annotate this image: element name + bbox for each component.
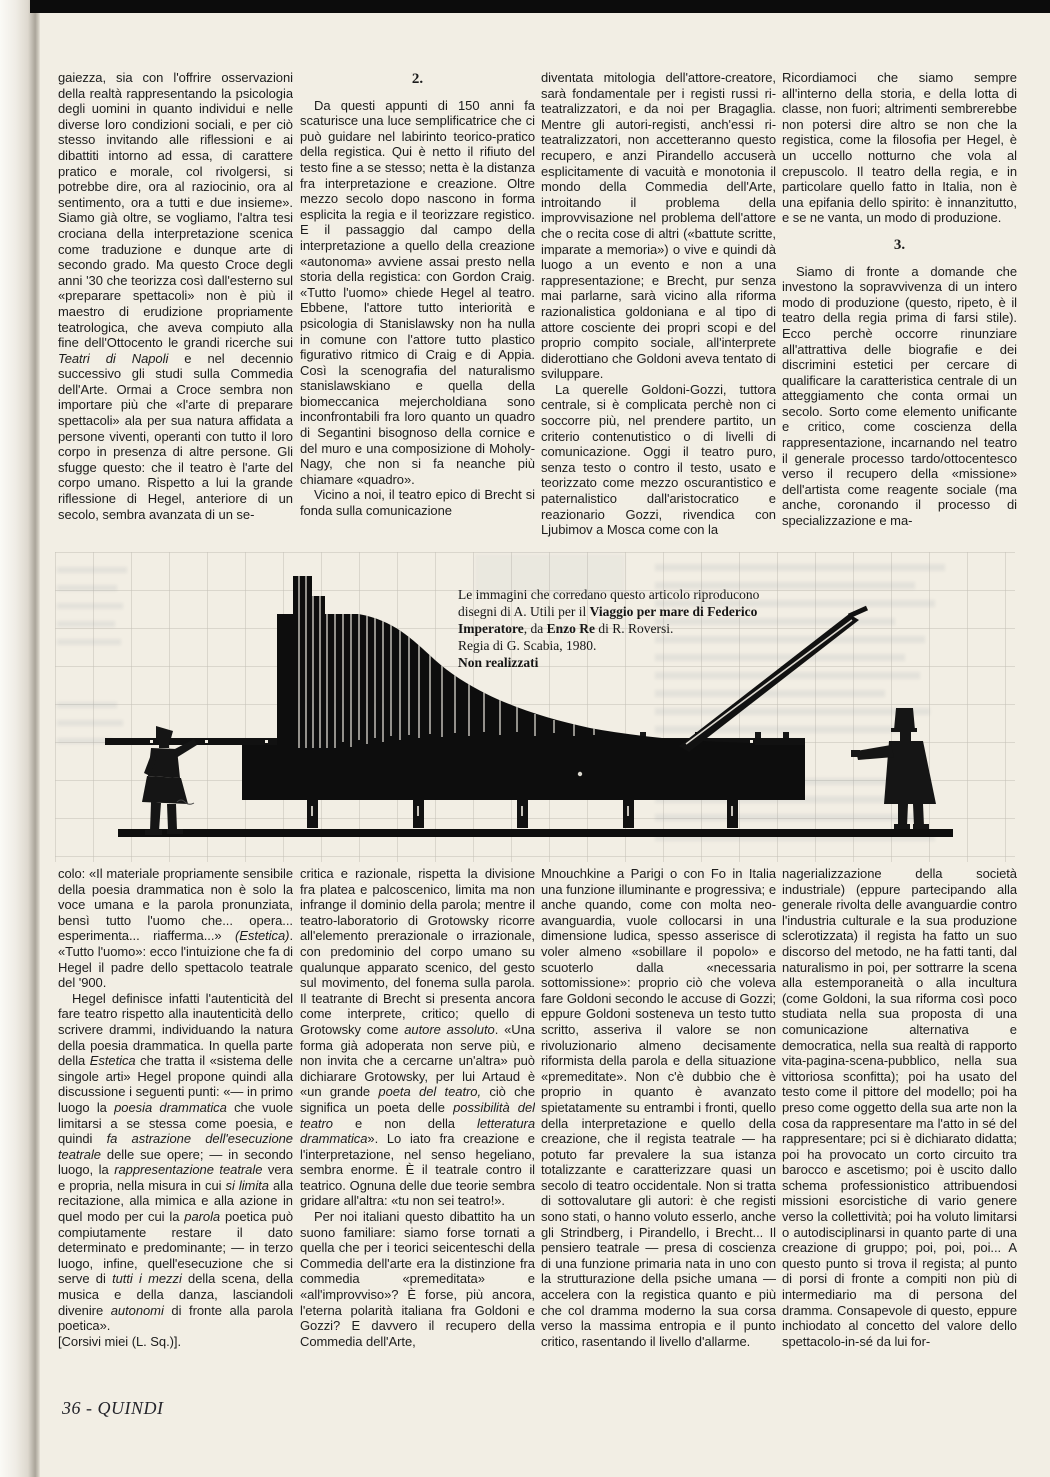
ground-line (118, 829, 953, 837)
paragraph: colo: «Il materiale propriamente sensibile della poesia drammatica non è solo la voce umana e la parola pronunziata, bensì tutto l'uomo che... opera... esperimenta... riafferma...» (Estetica). «Tutto l'uomo»: ecco l'intuizione che fa di Hegel il padre dello spettacolo teatrale del '900. (58, 866, 293, 991)
paragraph: La querelle Goldoni-Gozzi, tuttora centrale, si è complicata perchè non ci soccorre più, nel prendere partito, un criterio contenutistico o di livelli di comunicazione. Oggi il teatro puro, senza testo o contro il testo, usato e teorizzato come mezzo oscurantistico e paternalistico dall'aristocratico e reazionario Gozzi, rivendica con Ljubimov a Mosca come con la (541, 381, 776, 538)
paragraph: Siamo di fronte a domande che investono la sopravvivenza di un intero modo di produzione (questo, ripeto, è il teatro della regia prima di farsi stile). Ecco perchè occorre rinunziare all'attrattiva delle biografie e dei discrimini estetici per cercare di qualificare la caratteristica centrale di un atteggiamento che conta ormai un secolo. Sorto come elemento unificante e critico, come coscienza della rappresentazione, incarnando nel teatro il generale processo tardo/ottocentesco verso il recupero della «missione» dell'artista come reagente sociale (ma anche, coronando il processo di specializzazione e ma- (782, 263, 1017, 529)
text-column-3-top (541, 70, 776, 552)
text-column-3-bottom (541, 866, 776, 1426)
paragraph: Per noi italiani questo dibattito ha un suono familiare: siamo forse tornati a quella che per i teorici seicenteschi della Commedia dell'arte era la distinzione fra commedia «premeditata» e «all'improvviso»? È forse, più ancora, l'eterna polarità italiana fra Goldoni e Gozzi? E davvero il recupero della Commedia dell'Arte, (300, 1209, 535, 1349)
paragraph: Hegel definisce infatti l'autenticità del fare teatro rispetto alla inautenticità dello scrivere drammi, individuando la natura della poesia drammatica. In quella parte della Estetica che tratta il «sistema delle singole arti» Hegel propone quindi alla discussione i seguenti punti: «— in primo luogo la poesia drammatica che vuole limitarsi a se stessa come poesia, e quindi fa astrazione dell'esecuzione teatrale delle sue opere; — in secondo luogo, la rappresentazione teatrale vera e propria, nella misura in cui si limita alla recitazione, alla mimica e alla azione in quel modo per cui la parola poetica può compiutamente restare il dato determinato e predominante; — in terzo luogo, infine, quell'esecuzione che si serve di tutti i mezzi della scena, della musica e della danza, lasciandoli divenire autonomi di fronte alla parola poetica». (58, 990, 293, 1334)
paragraph: diventata mitologia dell'attore-creatore, sarà fondamentale per i registi russi ri-teatralizzatori, e da noi per Bragaglia. Mentre gli autori-registi, anch'essi ri-teatralizzatori, non accetteranno questo recupero, e anzi Pirandello accuserà esplicitamente di vacuità e monotonia il mondo della Commedia dell'Arte, introitando il problema della improvvisazione nel problema dell'attore che o recita cose di altri («battute scritte, imparate a memoria») o vive e quindi dà luogo a un evento e non a una rappresentazione; e Brecht, pur senza mai parlarne, sarà vicino alla riforma razionalistica goldoniana e al tipo di attore cosciente dei propri scopi e del proprio compito sociale, all'interprete diderottiano che Goldoni aveva tentato di sviluppare. (541, 70, 776, 382)
section-heading: 3. (893, 236, 906, 253)
text-column-2-bottom (300, 866, 535, 1426)
text-column-2-top (300, 70, 535, 552)
illustration-caption: Le immagini che corredano questo articolo riproducono disegni di A. Utili per il Viaggio per mare di Federico Imperatore, da Enzo Re di R. Roversi. Regia di G. Scabia, 1980. Non realizzati (458, 587, 760, 670)
text-column-1-top (58, 70, 293, 552)
paragraph: [Corsivi miei (L. Sq.)]. (58, 1333, 182, 1349)
paragraph: nagerializzazione della società industriale) (eppure partecipando alla generale rivolta delle avanguardie contro l'industria culturale e la sua produzione sclerotizzata) il regista ha fatto un suo discorso del metodo, ne ha fatti tanti, dal naturalismo in poi, per sottrarre la scena alla estemporaneità o alla incultura (come Goldoni, la sua riforma così poco studiata nella sua proposta di una comunicazione alternativa e democratica, nella sua realtà di rapporto vita-pagina-scena-pubblico, nella sua vittoriosa sconfitta); poi ha usato del testo come il pittore del modello; poi ha preso come oggetto della sua arte non la cosa da rappresentare ma l'atto in sé del rappresentare; pci si è dichiarato didatta; poi ha provocato un corto circuito tra barocco e ascetismo; poi è uscito dallo schema professionistico attribuendosi missioni esorcistiche di vario genere verso la collettività; poi ha voluto limitarsi o autodisciplinarsi in quanto parte di una creazione di gruppo; poi, poi, poi... A questo punto si trova il regista; al punto di porsi di fronte a compiti non più di intermediario ma di persona del dramma. Consapevole di questo, eppure inchiodato al concetto del valore dello spettacolo-in-sé da lui for- (782, 866, 1017, 1349)
paragraph: critica e razionale, rispetta la divisione fra platea e palcoscenico, limita ma non infrange il dominio della parola; mentre il teatro-laboratorio di Grotowsky ricorre all'elemento prerazionale o irrazionale, con predominio del corpo umano su qualunque apparato scenico, del gesto sul movimento, del fonema sulla parola. Il teatrante di Brecht si presenta ancora come interprete, critico; quello di Grotowsky come autore assoluto. «Una forma già adoperata non serve più, e non invita che a cercarne un'altra» può dichiarare Grotowsky, per lui Artaud è «un grande poeta del teatro, ciò che significa un poeta delle possibilità del teatro e non della letteratura drammatica». Lo iato fra creazione e l'interpretazione, nel senso hegeliano, sembra enorme. È il teatrale contro il teatrico. Ognuna delle due teorie sembra gridare all'altra: «tu non sei teatro!». (300, 866, 535, 1209)
hull-speck (578, 772, 582, 776)
text-column-1-bottom (58, 866, 293, 1426)
scan-left-edge (0, 0, 40, 1477)
text-column-4-bottom (782, 866, 1017, 1426)
paragraph: Da questi appunti di 150 anni fa scaturisce una luce semplificatrice che ci può guidare nel labirinto teorico-pratico della registica. Qui è netto il rifiuto del testo fine a se stesso; netta è la distanza fra interpretazione e creazione. Oltre mezzo secolo dopo nascono in forma esplicita la regia e il teorizzare registico. E il passaggio dal campo della interpretazione a quello della creazione «autonoma» avviene assai presto nella storia della registica: con Gordon Craig. «Tutto l'uomo» chiede Hegel al teatro. Ebbene, l'attore tutto interiorità e psicologia di Stanislawsky non ha nulla in comune con l'attore tutto plastico figurativo ritmico di Craig e di Appia. Così la scenografia del naturalismo stanislawskiano e quella della biomeccanica mejercholdiana sono inconfrontabili fra loro quanto un quadro di Segantini bisognoso della cornice e del muro e una composizione di Moholy-Nagy, che non si fa neanche più chiamare «quadro». (300, 97, 535, 487)
page-number-footer: 36 - QUINDI (62, 1398, 164, 1418)
paragraph: gaiezza, sia con l'offrire osservazioni della realtà rappresentando la psicologia degli uomini in quanto individui e nelle diverse loro condizioni sociali, e per ciò stesso invitando alle riflessioni e ai dibattiti intorno ad essa, di carattere pratico e morale, col rivolgersi, si potrebbe dire, ora al raziocinio, ora al sentimento, ora a tutti e due insieme». Siamo già oltre, se vogliamo, l'altra tesi crociana della interpretazione scenica come traduzione e dunque arte di secondo grado. Ma questo Croce degli anni '30 che teorizza così dall'esterno sul «preparare spettacoli» non è più il maestro di erudizione propriamente teatrologica, che aveva compiuto alla fine dell'Ottocento le grandi ricerche sui Teatri di Napoli e nel decennio successivo gli studi sulla Commedia dell'Arte. Ormai a Croce sembra non importare più che «l'arte di preparare spettacoli» ala per sua natura affidata a persone viventi, operanti con tutto il loro corpo in presenza di altre persone. Gli sfugge questo: che il teatro è l'arte del corpo umano. Rispetto a lui la grande riflessione di Hegel, anteriore di un secolo, sembra avanzata di un se- (58, 70, 293, 522)
paragraph: Mnouchkine a Parigi o con Fo in Italia una funzione illuminante e progressiva; e anche quando, come con molta neo-avanguardia, vuole collocarsi in una dimensione ludica, spesso asserisce di voler almeno «sobillare il popolo» e scuoterlo dalla «necessaria sottomissione»: proprio ciò che voleva fare Goldoni secondo le accuse di Gozzi; eppure Goldoni sosteneva un testo tutto scritto, asseriva il valore se non rivoluzionario almeno decisamente riformista della parola e della situazione «premeditate». Non c'è dubbio che è proprio in quanto è avanzato spietatamente su entrambi i fronti, quello della interpretazione e quello della creazione, che il regista teatrale — ha potuto far prevalere la sua istanza totalizzante e caratterizzare quasi un secolo di teatro occidentale. Non si tratta di sottovalutare gli autori: è che registi sono stati, o hanno voluto esserlo, anche gli Strindberg, i Pirandello, i Brecht... Il pensiero teatrale — presa di coscienza di una funzione primaria nata in uno con la strutturazione della psiche umana — accelera con la registica quanto e più che col dramma moderno la sua corsa verso la massima entropia e il punto critico, rasentando il livello d'allarme. (541, 866, 776, 1349)
scan-top-edge (30, 0, 1050, 13)
hull-body (242, 745, 805, 800)
paragraph: Vicino a noi, il teatro epico di Brecht si fonda sulla comunicazione (300, 487, 535, 519)
section-heading: 2. (411, 71, 424, 87)
paragraph: Ricordiamoci che siamo sempre all'interno della storia, e della lotta di classe, non fuori; altrimenti sembrerebbe non potersi dire altro se non che la registica, come la filosofia per Hegel, è un uccello notturno che vola al crepuscolo. Il teatro della regia, e in particolare quello fatto in Italia, non è una epifania dello spirito: è innanzitutto, e se ne vanta, un modo di produzione. (782, 70, 1017, 226)
text-column-4-top (782, 70, 1017, 552)
